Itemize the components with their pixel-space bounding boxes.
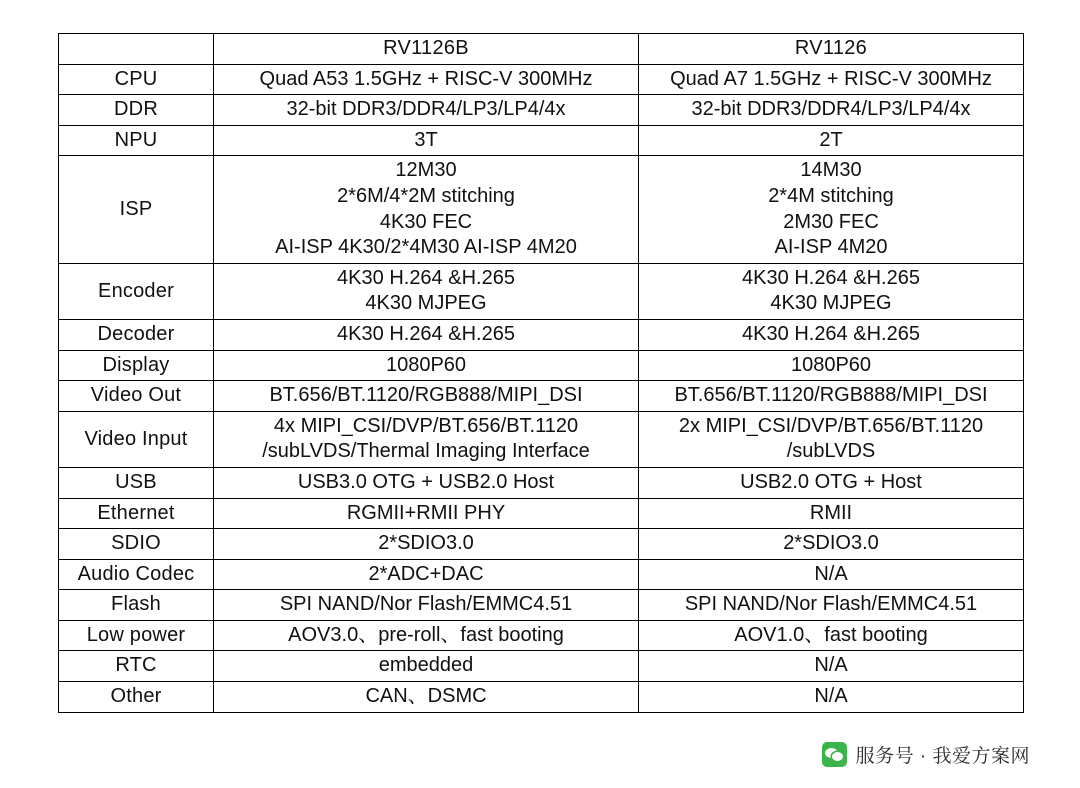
- cell-rv1126: [639, 620, 1024, 651]
- cell-line: /subLVDS/Thermal Imaging Interface: [262, 440, 590, 463]
- cell-line: 12M30: [395, 159, 457, 182]
- table-row: [59, 263, 1024, 319]
- row-label: Other: [59, 682, 214, 713]
- row-label: Decoder: [59, 319, 214, 350]
- cell-rv1126b: [214, 498, 639, 529]
- table-row: [59, 498, 1024, 529]
- table-header-row: [59, 34, 1024, 65]
- cell-line: 4K30 MJPEG: [365, 292, 487, 315]
- cell-line: 4K30 H.264 &H.265: [337, 266, 515, 289]
- cell-rv1126b: [214, 467, 639, 498]
- row-label: Display: [59, 350, 214, 381]
- cell-line: BT.656/BT.1120/RGB888/MIPI_DSI: [674, 384, 988, 407]
- table-row: [59, 381, 1024, 412]
- cell-line: 2*SDIO3.0: [783, 532, 879, 555]
- header-rv1126: RV1126: [639, 34, 1024, 65]
- cell-rv1126: [639, 156, 1024, 263]
- cell-rv1126b: [214, 682, 639, 713]
- header-blank: [59, 34, 214, 65]
- cell-line: AI-ISP 4K30/2*4M30 AI-ISP 4M20: [275, 236, 577, 259]
- cell-line: embedded: [378, 654, 474, 677]
- row-label: CPU: [59, 64, 214, 95]
- cell-line: 2*4M stitching: [768, 184, 894, 207]
- cell-rv1126: [639, 590, 1024, 621]
- cell-line: 1080P60: [790, 353, 872, 376]
- row-label: ISP: [59, 156, 214, 263]
- table-body: [59, 64, 1024, 712]
- table-row: [59, 319, 1024, 350]
- table-row: [59, 590, 1024, 621]
- cell-line: N/A: [814, 562, 848, 585]
- row-label: SDIO: [59, 529, 214, 560]
- cell-rv1126b: [214, 95, 639, 126]
- cell-rv1126b: [214, 64, 639, 95]
- cell-rv1126b: [214, 411, 639, 467]
- cell-rv1126: [639, 411, 1024, 467]
- cell-line: AI-ISP 4M20: [774, 236, 888, 259]
- cell-rv1126b: [214, 319, 639, 350]
- cell-line: 4K30 H.264 &H.265: [742, 266, 920, 289]
- cell-line: 2M30 FEC: [783, 210, 879, 233]
- cell-rv1126: [639, 498, 1024, 529]
- cell-line: N/A: [814, 685, 848, 708]
- table-row: [59, 620, 1024, 651]
- cell-rv1126: [639, 381, 1024, 412]
- row-label: Video Out: [59, 381, 214, 412]
- cell-rv1126b: [214, 263, 639, 319]
- table-row: [59, 682, 1024, 713]
- cell-rv1126b: [214, 559, 639, 590]
- header-rv1126b: RV1126B: [214, 34, 639, 65]
- cell-rv1126b: [214, 590, 639, 621]
- cell-line: 2*ADC+DAC: [368, 562, 484, 585]
- wechat-icon: [822, 742, 847, 767]
- row-label: Flash: [59, 590, 214, 621]
- cell-line: CAN、DSMC: [365, 685, 487, 708]
- footer: [0, 733, 1080, 788]
- brand-watermark: [822, 741, 1030, 768]
- cell-line: 2T: [819, 128, 843, 151]
- cell-rv1126: [639, 263, 1024, 319]
- cell-line: AOV1.0、fast booting: [734, 623, 928, 646]
- table-row: [59, 125, 1024, 156]
- cell-rv1126b: [214, 651, 639, 682]
- cell-line: BT.656/BT.1120/RGB888/MIPI_DSI: [269, 384, 583, 407]
- brand-label: 服务号 · 我爱方案网: [855, 746, 1030, 767]
- cell-line: 2x MIPI_CSI/DVP/BT.656/BT.1120: [678, 414, 984, 437]
- cell-line: 32-bit DDR3/DDR4/LP3/LP4/4x: [286, 98, 566, 121]
- cell-line: 4x MIPI_CSI/DVP/BT.656/BT.1120: [273, 414, 579, 437]
- table-row: [59, 95, 1024, 126]
- cell-line: Quad A53 1.5GHz + RISC-V 300MHz: [259, 67, 593, 90]
- cell-rv1126b: [214, 125, 639, 156]
- cell-line: 4K30 MJPEG: [770, 292, 892, 315]
- row-label: NPU: [59, 125, 214, 156]
- row-label: Low power: [59, 620, 214, 651]
- cell-line: SPI NAND/Nor Flash/EMMC4.51: [684, 593, 978, 616]
- cell-rv1126: [639, 682, 1024, 713]
- cell-line: 4K30 FEC: [379, 210, 473, 233]
- row-label: Ethernet: [59, 498, 214, 529]
- cell-line: 32-bit DDR3/DDR4/LP3/LP4/4x: [691, 98, 971, 121]
- cell-line: RMII: [809, 501, 853, 524]
- cell-rv1126: [639, 95, 1024, 126]
- cell-rv1126b: [214, 350, 639, 381]
- cell-line: AOV3.0、pre-roll、fast booting: [288, 623, 564, 646]
- cell-rv1126b: [214, 620, 639, 651]
- cell-rv1126: [639, 319, 1024, 350]
- spec-comparison-table: [58, 33, 1024, 713]
- row-label: Audio Codec: [59, 559, 214, 590]
- cell-line: RGMII+RMII PHY: [346, 501, 506, 524]
- cell-rv1126: [639, 64, 1024, 95]
- cell-line: Quad A7 1.5GHz + RISC-V 300MHz: [670, 67, 992, 90]
- table-row: [59, 350, 1024, 381]
- cell-line: 4K30 H.264 &H.265: [742, 322, 920, 345]
- table-header: [59, 34, 1024, 65]
- cell-rv1126: [639, 559, 1024, 590]
- table-row: [59, 467, 1024, 498]
- cell-line: N/A: [814, 654, 848, 677]
- cell-rv1126: [639, 467, 1024, 498]
- cell-line: USB3.0 OTG + USB2.0 Host: [297, 470, 555, 493]
- row-label: RTC: [59, 651, 214, 682]
- row-label: DDR: [59, 95, 214, 126]
- cell-line: SPI NAND/Nor Flash/EMMC4.51: [279, 593, 573, 616]
- cell-line: /subLVDS: [786, 440, 876, 463]
- cell-line: 14M30: [800, 159, 862, 182]
- table-row: [59, 64, 1024, 95]
- cell-line: 1080P60: [385, 353, 467, 376]
- table-row: [59, 559, 1024, 590]
- row-label: Encoder: [59, 263, 214, 319]
- table-row: [59, 529, 1024, 560]
- cell-rv1126: [639, 529, 1024, 560]
- cell-rv1126b: [214, 156, 639, 263]
- table-row: [59, 651, 1024, 682]
- cell-rv1126: [639, 350, 1024, 381]
- cell-line: USB2.0 OTG + Host: [740, 470, 922, 493]
- cell-rv1126: [639, 125, 1024, 156]
- row-label: USB: [59, 467, 214, 498]
- table-row: [59, 156, 1024, 263]
- cell-line: 2*6M/4*2M stitching: [337, 184, 515, 207]
- cell-line: 3T: [414, 128, 438, 151]
- cell-line: 2*SDIO3.0: [378, 532, 474, 555]
- cell-line: 4K30 H.264 &H.265: [337, 322, 515, 345]
- cell-rv1126b: [214, 381, 639, 412]
- row-label: Video Input: [59, 411, 214, 467]
- cell-rv1126: [639, 651, 1024, 682]
- table-row: [59, 411, 1024, 467]
- cell-rv1126b: [214, 529, 639, 560]
